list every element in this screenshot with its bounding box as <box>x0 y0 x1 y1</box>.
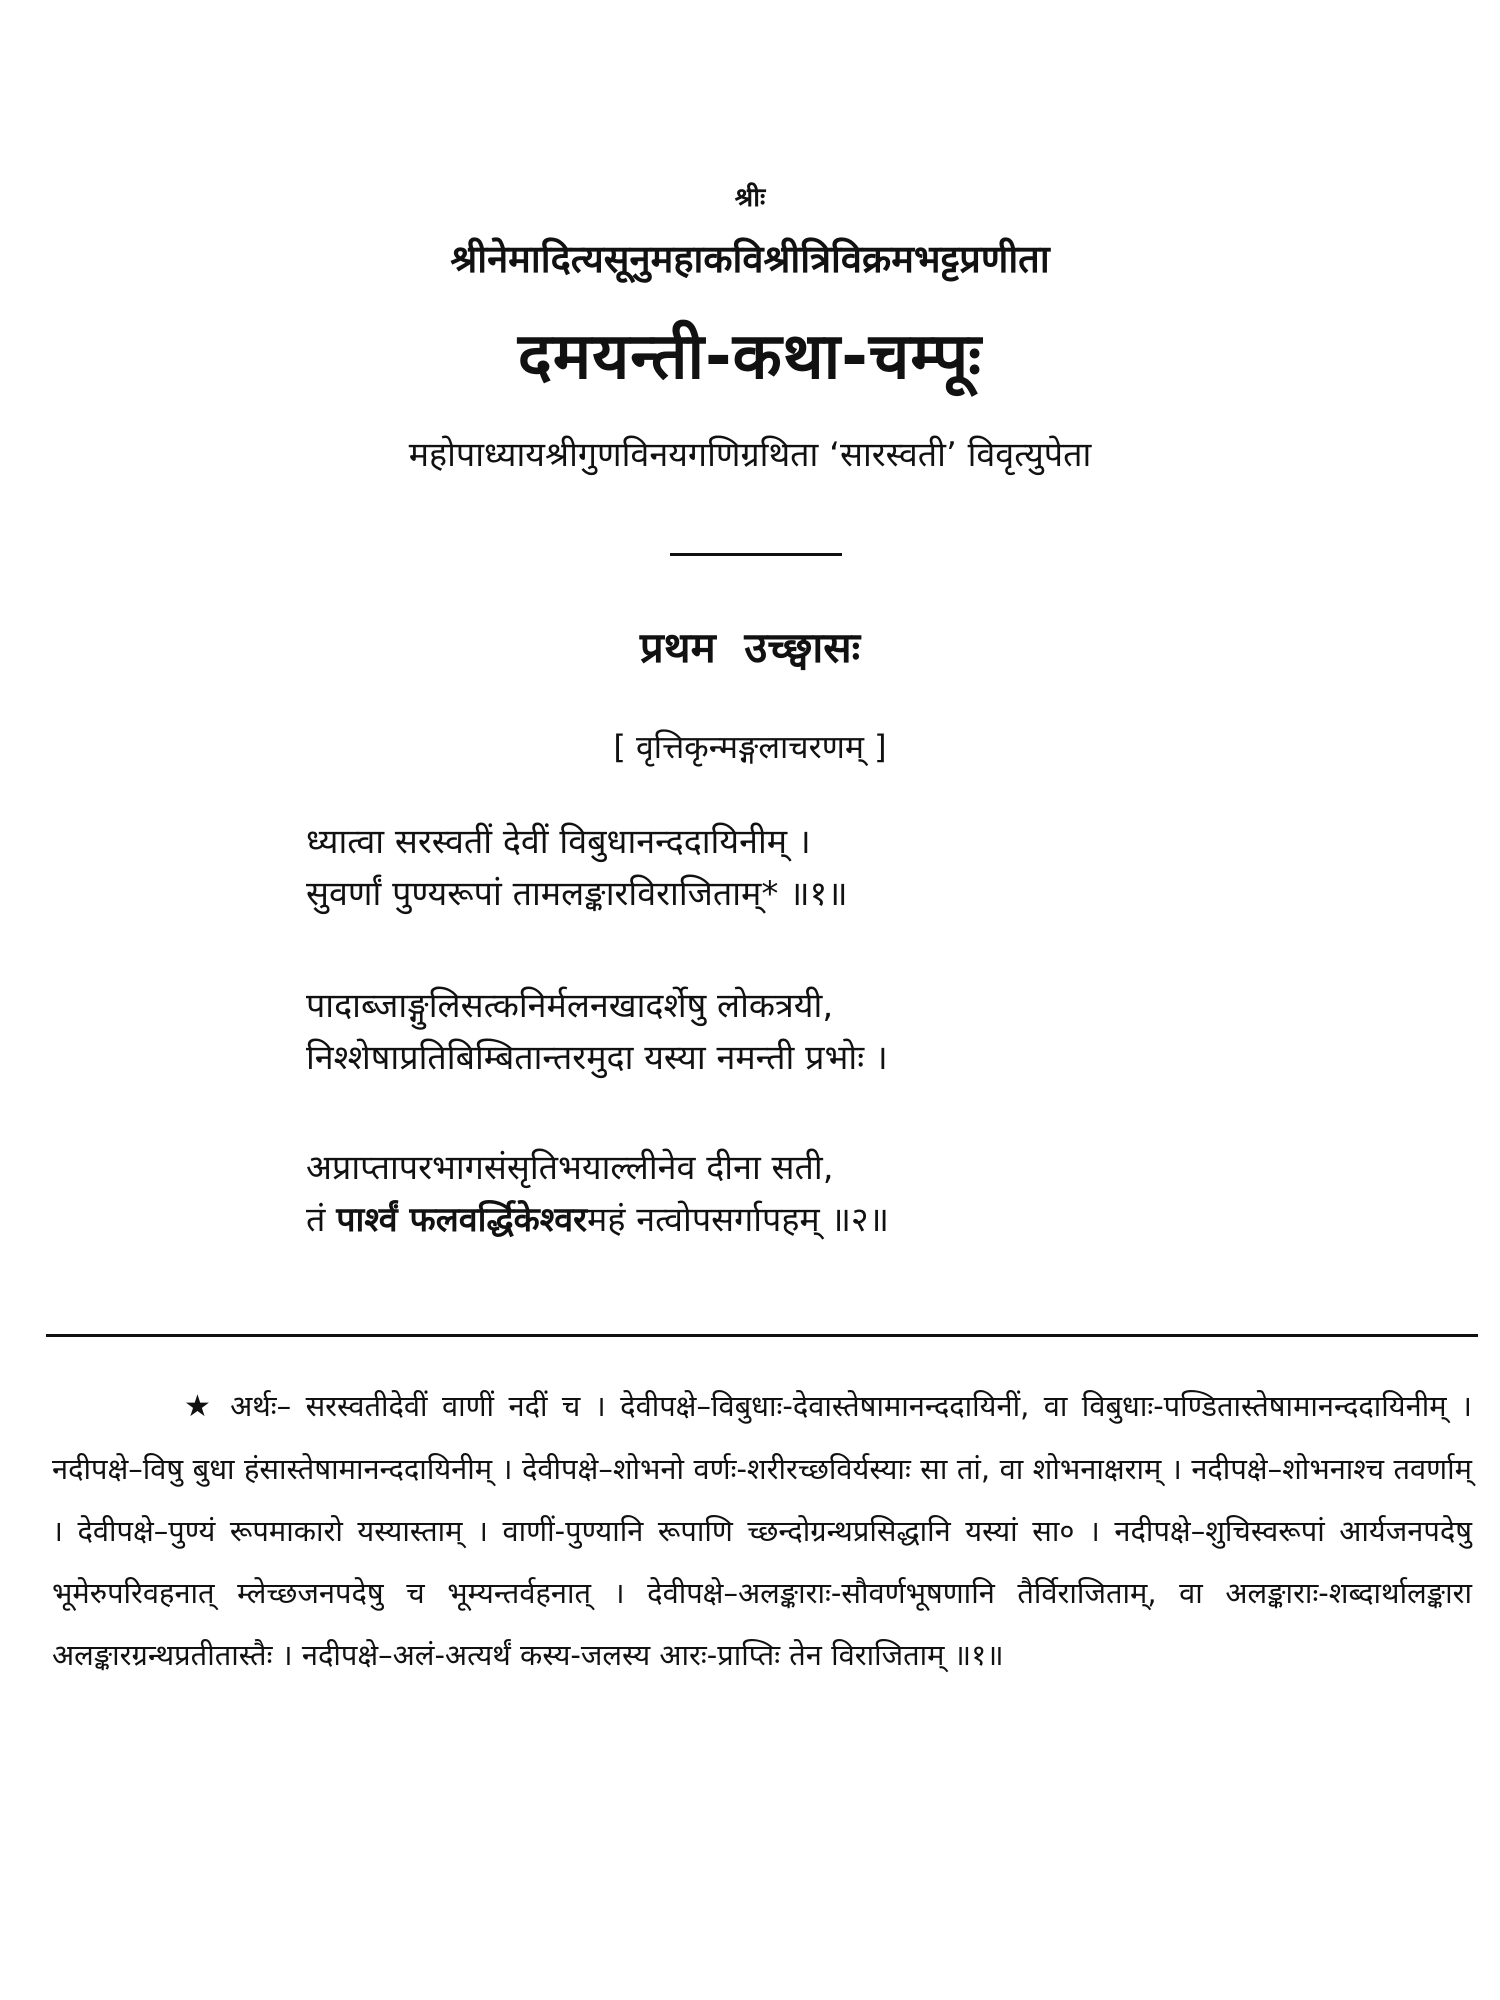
verse-2-part-1 <box>306 980 1266 1084</box>
verse-2-line-1: पादाब्जाङ्गुलिसत्कनिर्मलनखादर्शेषु लोकत्रयी, <box>306 986 834 1026</box>
verse-2-line-4 <box>306 1194 1266 1246</box>
verse-2-line-3: अप्राप्तापरभागसंसृतिभयाल्लीनेव दीना सती, <box>306 1148 834 1188</box>
footnote-divider <box>46 1334 1478 1337</box>
footnote-text: अर्थः– सरस्वतीदेवीं वाणीं नदीं च । देवीपक्षे–विबुधाः-देवास्तेषामानन्ददायिनीं, वा विबुधाः-पण्डितास्तेषामानन्ददायिनीम् । नदीपक्षे–विषु बुधा हंसास्तेषामानन्ददायिनीम् । देवीपक्षे–शोभनो वर्णः-शरीरच्छविर्यस्याः सा तां, वा शोभनाक्षराम् । नदीपक्षे–शोभनाश्च तवर्णाम् । देवीपक्षे–पुण्यं रूपमाकारो यस्यास्ताम् । वाणीं-पुण्यानि रूपाणि च्छन्दोग्रन्थप्रसिद्धानि यस्यां सा० । नदीपक्षे–शुचिस्वरूपां आर्यजनपदेषु भूमेरुपरिवहनात् म्लेच्छजनपदेषु च भूम्यन्तर्वहनात् । देवीपक्षे–अलङ्काराः-सौवर्णभूषणानि तैर्विराजिताम्, वा अलङ्काराः-शब्दार्थालङ्कारा अलङ्कारग्रन्थप्रतीतास्तैः । नदीपक्षे–अलं-अत्यर्थं कस्य-जलस्य आरः-प्राप्तिः तेन विराजिताम् ॥१॥ <box>52 1389 1472 1672</box>
footnote-commentary <box>52 1375 1472 1686</box>
commentary-subtitle: महोपाध्यायश्रीगुणविनयगणिग्रथिता ‘सारस्वती’ विवृत्युपेता <box>408 435 1092 475</box>
verse-2-line-2: निश्शेषाप्रतिबिम्बितान्तरमुदा यस्या नमन्ती प्रभोः । <box>306 1038 888 1078</box>
verse-line-suffix: महं नत्वोपसर्गापहम् ॥२॥ <box>587 1200 889 1240</box>
shri-invocation: श्रीः <box>734 183 766 213</box>
page-title: दमयन्ती-कथा-चम्पूः <box>517 320 983 394</box>
title-divider <box>670 553 842 556</box>
chapter-heading: प्रथम उच्छ्वासः <box>639 623 861 672</box>
deity-name-bold: पार्श्वं फलवर्द्धिकेश्वर <box>336 1200 588 1240</box>
section-label: [ वृत्तिकृन्मङ्गलाचरणम् ] <box>613 728 887 766</box>
verse-line-prefix: तं <box>306 1200 337 1240</box>
verse-1-line-2: सुवर्णां पुण्यरूपां तामलङ्कारविराजिताम्* ॥१॥ <box>306 874 848 914</box>
star-icon: ★ <box>184 1389 217 1424</box>
verse-1 <box>306 816 1266 920</box>
verse-1-line-1: ध्यात्वा सरस्वतीं देवीं विबुधानन्ददायिनीम् । <box>306 822 811 862</box>
verse-2-part-2 <box>306 1142 1266 1246</box>
author-line: श्रीनेमादित्यसूनुमहाकविश्रीत्रिविक्रमभट्टप्रणीता <box>450 237 1050 281</box>
